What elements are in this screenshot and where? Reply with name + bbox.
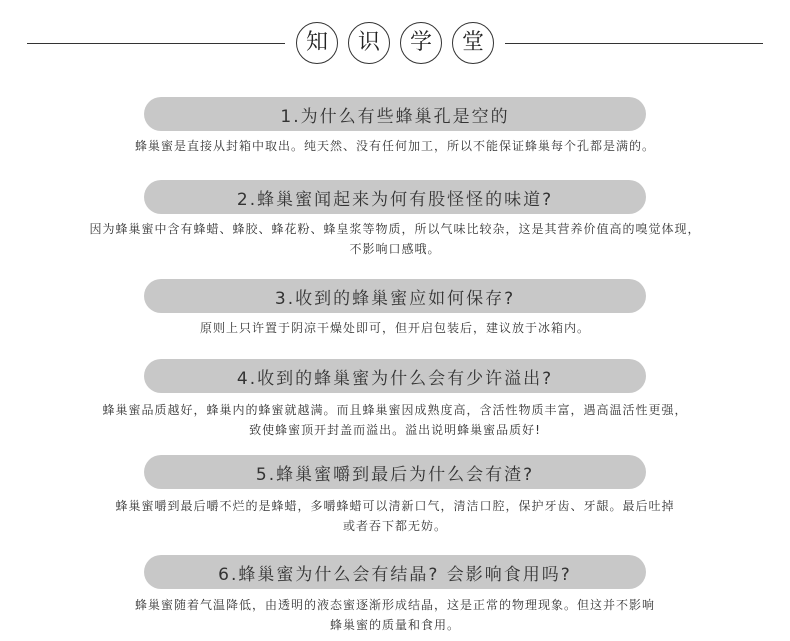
answer-line: 致使蜂蜜顶开封盖而溢出。溢出说明蜂巢蜜品质好! (249, 423, 541, 437)
answer-line: 或者吞下都无妨。 (342, 519, 447, 533)
title-char-circle: 知 (296, 22, 338, 64)
faq-answer (20, 219, 770, 259)
faq-answer (20, 318, 770, 338)
answer-line: 蜂巢蜜的质量和食用。 (329, 618, 460, 632)
faq-question: 2.蜂巢蜜闻起来为何有股怪怪的味道? (144, 180, 646, 214)
answer-line: 蜂巢蜜品质越好，蜂巢内的蜂蜜就越满。而且蜂巢蜜因成熟度高，含活性物质丰富，遇高温活性更强， (102, 403, 688, 417)
answer-line: 蜂巢蜜嚼到最后嚼不烂的是蜂蜡，多嚼蜂蜡可以清新口气，清洁口腔，保护牙齿、牙龈。最后吐掉 (115, 499, 675, 513)
faq-question: 3.收到的蜂巢蜜应如何保存? (144, 279, 646, 313)
answer-line: 因为蜂巢蜜中含有蜂蜡、蜂胶、蜂花粉、蜂皇浆等物质，所以气味比较杂，这是其营养价值高的嗅觉体现， (89, 222, 701, 236)
title-char-circle: 识 (348, 22, 390, 64)
header-divider-right (505, 43, 763, 44)
answer-line: 不影响口感哦。 (349, 242, 441, 256)
faq-question: 5.蜂巢蜜嚼到最后为什么会有渣? (144, 455, 646, 489)
page-title (296, 14, 494, 72)
answer-line: 蜂巢蜜随着气温降低，由透明的液态蜜逐渐形成结晶，这是正常的物理现象。但这并不影响 (134, 598, 655, 612)
faq-question: 6.蜂巢蜜为什么会有结晶? 会影响食用吗? (144, 555, 646, 589)
faq-answer (20, 136, 770, 156)
faq-answer (20, 496, 770, 536)
answer-line: 原则上只许置于阴凉干燥处即可，但开启包装后，建议放于冰箱内。 (199, 321, 590, 335)
faq-answer (20, 400, 770, 440)
section-header (0, 14, 790, 72)
faq-answer (20, 595, 770, 635)
header-divider-left (27, 43, 285, 44)
faq-question: 1.为什么有些蜂巢孔是空的 (144, 97, 646, 131)
title-char-circle: 学 (400, 22, 442, 64)
title-char-circle: 堂 (452, 22, 494, 64)
answer-line: 蜂巢蜜是直接从封箱中取出。纯天然、没有任何加工，所以不能保证蜂巢每个孔都是满的。 (134, 139, 655, 153)
faq-question: 4.收到的蜂巢蜜为什么会有少许溢出? (144, 359, 646, 393)
